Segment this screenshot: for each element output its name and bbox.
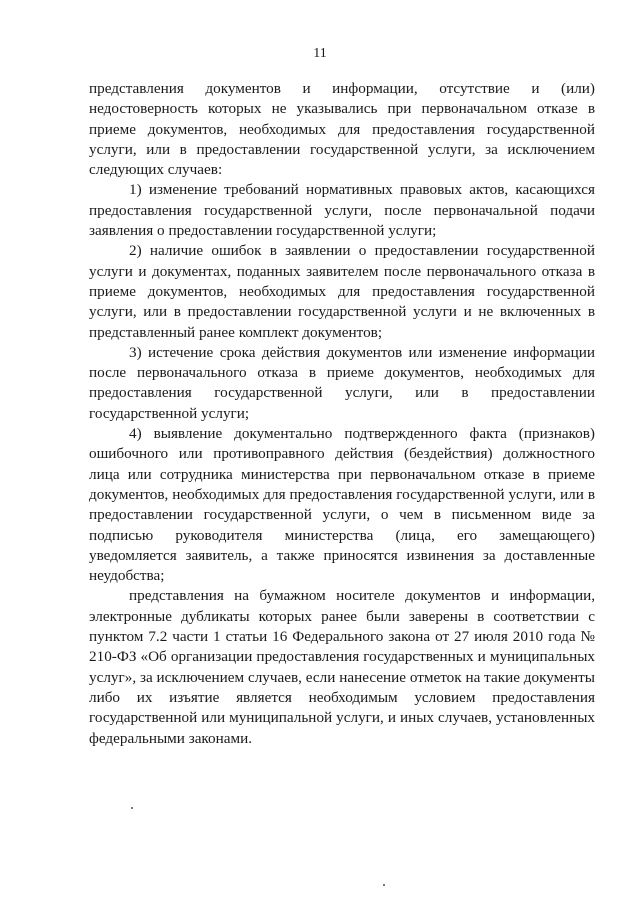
scan-speck	[383, 884, 385, 886]
paragraph-continuation: представления документов и информации, отсутствие и (или) недостоверность которых не указывались при первоначальном отказе в приеме документов, необходимых для предоставления государственной услуги, или в предоставлении государственной услуги, за исключением следующих случаев:	[89, 80, 595, 179]
scan-speck	[131, 807, 133, 809]
list-item-2: 2) наличие ошибок в заявлении о предоставлении государственной услуги и документах, поданных заявителем после первоначального отказа в приеме документов, необходимых для предоставления государственной услуги, или в предоставлении государственной услуги и не включенных в представленный ранее комплект документов;	[89, 242, 595, 341]
list-item-1: 1) изменение требований нормативных правовых актов, касающихся предоставления государственной услуги, после первоначальной подачи заявления о предоставлении государственной услуги;	[89, 181, 595, 240]
page-number: 11	[313, 46, 327, 61]
list-item-4: 4) выявление документально подтвержденного факта (признаков) ошибочного или противоправного действия (бездействия) должностного лица или сотрудника министерства при первоначальном отказе в приеме документов, необходимых для предоставления государственной услуги, или в предоставлении государственной услуги, о чем в письменном виде за подписью руководителя министерства (лица, его замещающего) уведомляется заявитель, а также приносятся извинения за доставленные неудобства;	[89, 425, 595, 585]
list-item-3: 3) истечение срока действия документов или изменение информации после первоначального отказа в приеме документов, необходимых для предоставления государственной услуги, или в предоставлении государственной услуги;	[89, 343, 595, 422]
paragraph-paper-documents: представления на бумажном носителе документов и информации, электронные дубликаты которых ранее были заверены в соответствии с пунктом 7.2 части 1 статьи 16 Федерального закона от 27 июля 2010 года № 210-ФЗ «Об организации предоставления государственных и муниципальных услуг», за исключением случаев, если нанесение отметок на такие документы либо их изъятие является необходимым условием предоставления государственной или муниципальной услуги, и иных случаев, установленных федеральными законами.	[89, 587, 595, 747]
document-body	[89, 79, 595, 749]
